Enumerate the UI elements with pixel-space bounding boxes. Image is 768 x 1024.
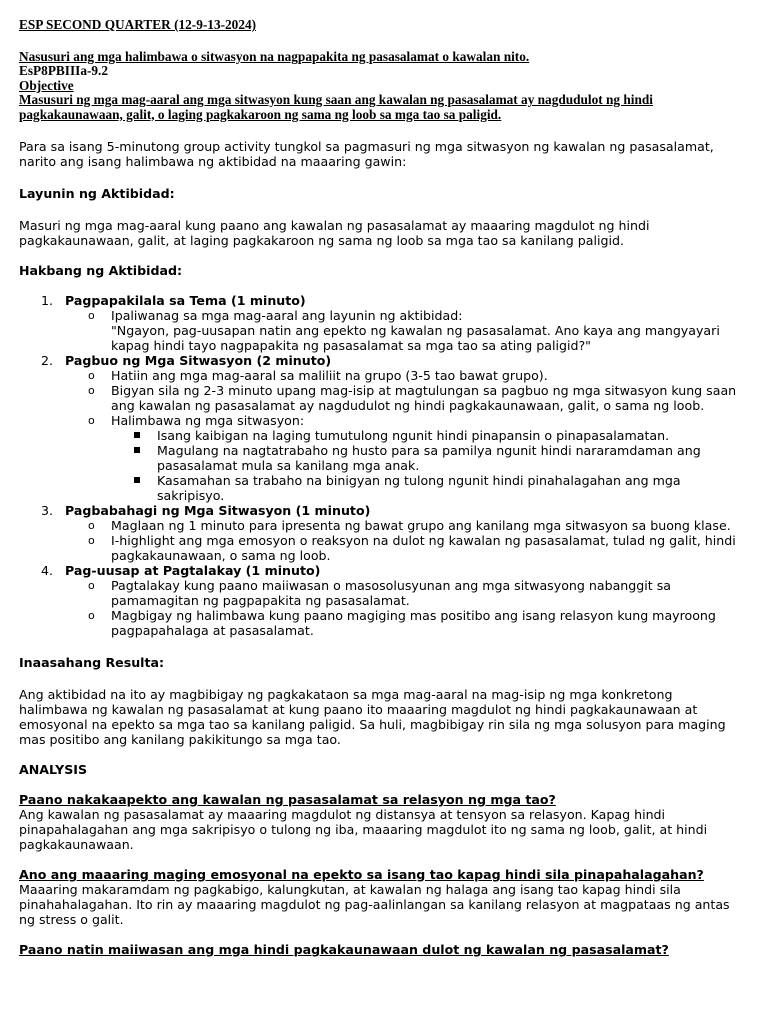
step-bullet: o Magbigay ng halimbawa kung paano magiging mas positibo ang isang relasyon kung mayroong pagpapahalaga at pasasalamat. xyxy=(88,608,716,638)
circle-bullet-icon: o xyxy=(88,519,95,532)
step-title: Pagbabahagi ng Mga Sitwasyon (1 minuto) xyxy=(65,503,371,518)
circle-bullet-icon: o xyxy=(88,309,95,322)
analysis-question: Paano nakakaapekto ang kawalan ng pasasalamat sa relasyon ng mga tao? xyxy=(19,792,556,807)
step-bullet: o Hatiin ang mga mag-aaral sa maliliit na grupo (3-5 tao bawat grupo). xyxy=(88,368,548,383)
example-item: Magulang na nagtatrabaho ng husto para sa pamilya ngunit hindi nararamdaman ang pasasalamat mula sa kanilang mga anak. xyxy=(157,443,738,473)
example-list xyxy=(111,428,738,503)
step-bullet: o Ipaliwanag sa mga mag-aaral ang layunin ng aktibidad: "Ngayon, pag-uusapan natin ang epekto ng kawalan ng pasasalamat. Ano kaya ang mangyayari kapag hindi tayo nagpapakita ng pasasalamat sa mga tao sa ating paligid?" xyxy=(111,308,738,353)
step-bullet: o Halimbawa ng mga sitwasyon: Isang kaibigan na laging tumutulong ngunit hindi pinapansin o pinapasalamatan. Magulang na nagtatrabaho ng husto para sa pamilya ngunit hindi nararamdaman ang pasasalamat mula sa kanilang mga anak. Kasamahan sa trabaho na binigyan ng tulong ngunit hindi pinahalagahan ang mga sakripisyo. xyxy=(111,413,738,503)
step-quote: "Ngayon, pag-uusapan natin ang epekto ng kawalan ng pasasalamat. Ano kaya ang mangyayari kapag hindi tayo nagpapakita ng pasasalamat sa mga tao sa ating paligid?" xyxy=(111,323,720,353)
square-bullet-icon xyxy=(134,447,140,453)
result-heading: Inaasahang Resulta: xyxy=(19,655,165,670)
circle-bullet-icon: o xyxy=(88,384,95,397)
example-item: Kasamahan sa trabaho na binigyan ng tulong ngunit hindi pinahalagahan ang mga sakripisyo. xyxy=(157,473,738,503)
step-title: Pagpapakilala sa Tema (1 minuto) xyxy=(65,293,306,308)
objective-label: Objective xyxy=(19,77,74,93)
step-item xyxy=(41,353,738,503)
analysis-question: Ano ang maaaring maging emosyonal na epekto sa isang tao kapag hindi sila pinapahalagahan? xyxy=(19,867,704,882)
step-number: 2. xyxy=(41,353,54,368)
step-bullets xyxy=(65,368,738,503)
step-number: 1. xyxy=(41,293,54,308)
circle-bullet-icon: o xyxy=(88,414,95,427)
intro-paragraph: Para sa isang 5-minutong group activity tungkol sa pagmasuri ng mga sitwasyon ng kawalan ng pasasalamat, narito ang isang halimbawa ng aktibidad na maaaring gawin: xyxy=(19,139,714,169)
square-bullet-icon xyxy=(134,477,140,483)
circle-bullet-icon: o xyxy=(88,369,95,382)
step-title: Pag-uusap at Pagtalakay (1 minuto) xyxy=(65,563,321,578)
objective-text: Masusuri ng mga mag-aaral ang mga sitwasyon kung saan ang kawalan ng pasasalamat ay nagdudulot ng hindi pagkakaunawaan, galit, o laging pagkakaroon ng sama ng loob sa mga tao sa paligid. xyxy=(19,92,653,122)
analysis-question: Paano natin maiiwasan ang mga hindi pagkakaunawaan dulot ng kawalan ng pasasalamat? xyxy=(19,942,669,957)
square-bullet-icon xyxy=(134,432,140,438)
competency-code: EsP8PBIIIa-9.2 xyxy=(19,63,109,78)
step-bullet: o Maglaan ng 1 minuto para ipresenta ng bawat grupo ang kanilang mga sitwasyon sa buong klase. xyxy=(88,518,731,533)
circle-bullet-icon: o xyxy=(88,579,95,592)
step-bullets xyxy=(65,308,738,353)
analysis-answer: Maaaring makaramdam ng pagkabigo, kalungkutan, at kawalan ng halaga ang isang tao kapag hindi sila pinahahalagahan. Ito rin ay maaaring magdulot ng pag-aalinlangan sa kanilang relasyon at magpataas ng antas ng stress o galit. xyxy=(19,882,730,927)
competency: Nasusuri ang mga halimbawa o sitwasyon na nagpapakita ng pasasalamat o kawalan nito. xyxy=(19,48,530,64)
step-item xyxy=(41,503,738,563)
steps-list xyxy=(19,293,738,638)
goal-heading: Layunin ng Aktibidad: xyxy=(19,186,175,201)
step-bullet: o I-highlight ang mga emosyon o reaksyon na dulot ng kawalan ng pasasalamat, tulad ng galit, hindi pagkakaunawaan, o sama ng loob. xyxy=(88,533,736,563)
circle-bullet-icon: o xyxy=(88,534,95,547)
step-number: 4. xyxy=(41,563,54,578)
step-bullet: o Pagtalakay kung paano maiiwasan o masosolusyunan ang mga sitwasyong nabanggit sa pamamagitan ng pagpapakita ng pasasalamat. xyxy=(88,578,671,608)
circle-bullet-icon: o xyxy=(88,609,95,622)
result-text: Ang aktibidad na ito ay magbibigay ng pagkakataon sa mga mag-aaral na mag-isip ng mga konkretong halimbawa ng kawalan ng pasasalamat at kung paano ito maaaring magdulot ng hindi pagkakaunawaan at emosyonal na epekto sa mga tao sa kanilang paligid. Sa huli, magbibigay rin sila ng mga solusyon para maging mas positibo ang kanilang pakikitungo sa mga tao. xyxy=(19,687,726,747)
goal-text: Masuri ng mga mag-aaral kung paano ang kawalan ng pasasalamat ay maaaring magdulot ng hindi pagkakaunawaan, galit, at laging pagkakaroon ng sama ng loob sa mga tao sa kanilang paligid. xyxy=(19,218,650,248)
step-title: Pagbuo ng Mga Sitwasyon (2 minuto) xyxy=(65,353,332,368)
step-item xyxy=(41,563,738,638)
step-bullet: o Bigyan sila ng 2-3 minuto upang mag-isip at magtulungan sa pagbuo ng mga sitwasyon kung saan ang kawalan ng pasasalamat ay nagdudulot ng hindi pagkakaunawaan, galit, o sama ng loob. xyxy=(88,383,737,413)
steps-heading: Hakbang ng Aktibidad: xyxy=(19,263,183,278)
example-item: Isang kaibigan na laging tumutulong ngunit hindi pinapansin o pinapasalamatan. xyxy=(157,428,738,443)
analysis-answer: Ang kawalan ng pasasalamat ay maaaring magdulot ng distansya at tensyon sa relasyon. Kapag hindi pinapahalagahan ang mga sakripisyo o tulong ng iba, maaaring magdulot ito ng sama ng loob, galit, at hindi pagkakaunawaan. xyxy=(19,807,708,852)
step-bullets xyxy=(65,518,738,563)
analysis-heading: ANALYSIS xyxy=(19,762,88,777)
step-number: 3. xyxy=(41,503,54,518)
step-item xyxy=(41,293,738,353)
step-bullets xyxy=(65,578,738,638)
document-title: ESP SECOND QUARTER (12-9-13-2024) xyxy=(19,17,257,32)
